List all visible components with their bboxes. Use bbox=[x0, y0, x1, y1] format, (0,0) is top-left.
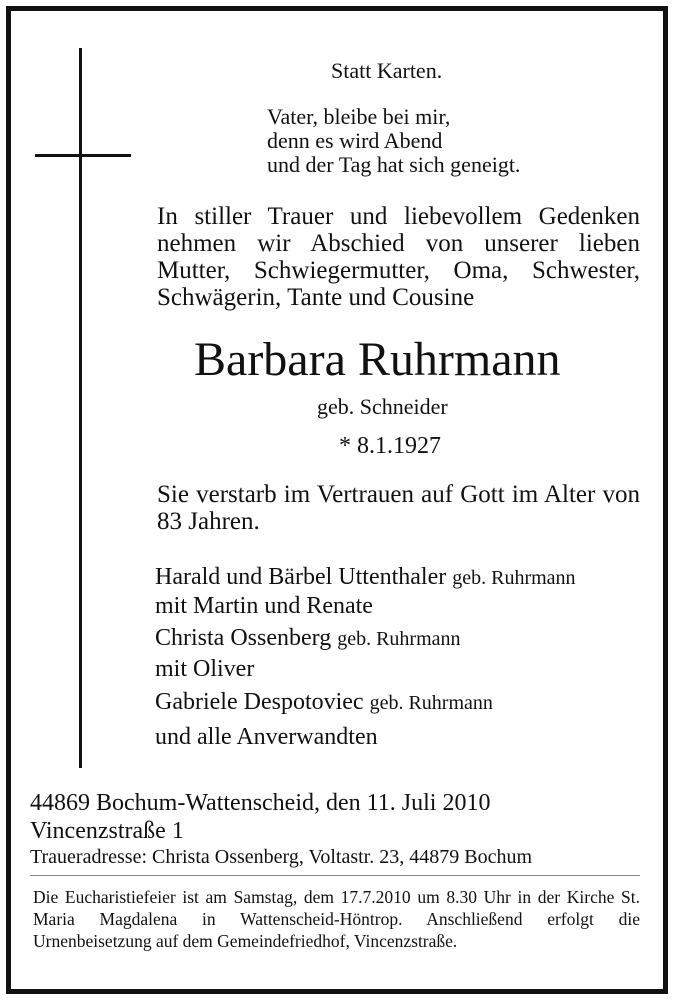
mourner-line bbox=[155, 626, 461, 650]
mourner-name: und alle Anverwandten bbox=[155, 724, 378, 750]
mourner-line bbox=[155, 657, 254, 681]
verse-line-3: und der Tag hat sich geneigt. bbox=[267, 152, 521, 177]
mourner-name: Christa Ossenberg bbox=[155, 625, 332, 651]
cross-horizontal-bar bbox=[35, 154, 131, 157]
mourner-name: mit Oliver bbox=[155, 656, 255, 682]
mourner-birth-name: geb. Ruhrmann bbox=[369, 692, 493, 714]
street-address: Vincenzstraße 1 bbox=[30, 818, 184, 844]
verse-line-1: Vater, bleibe bei mir, bbox=[267, 104, 451, 129]
divider bbox=[30, 875, 640, 876]
mourner-birth-name: geb. Ruhrmann bbox=[452, 567, 576, 589]
birth-name: geb. Schneider bbox=[317, 394, 448, 419]
death-paragraph: Sie verstarb im Vertrauen auf Gott im Alter von 83 Jahren. bbox=[157, 481, 640, 535]
mourner-line bbox=[155, 565, 576, 589]
mourner-birth-name: geb. Ruhrmann bbox=[337, 628, 461, 650]
mourner-line bbox=[155, 690, 493, 714]
mourning-address: Traueradresse: Christa Ossenberg, Voltastr. 23, 44879 Bochum bbox=[30, 846, 533, 868]
service-notice: Die Eucharistiefeier ist am Samstag, dem 17.7.2010 um 8.30 Uhr in der Kirche St. Maria Magdalena in Wattenscheid-Höntrop. Anschließend erfolgt die Urnenbeisetzung auf dem Gemeindefriedhof, Vincenzstraße. bbox=[33, 887, 640, 951]
mourner-line bbox=[155, 594, 373, 618]
intro-paragraph: In stiller Trauer und liebevollem Gedenken nehmen wir Abschied von unserer lieben Mutter, Schwiegermutter, Oma, Schwester, Schwägerin, Tante und Cousine bbox=[157, 203, 640, 311]
mourner-line bbox=[155, 725, 378, 749]
place-and-date: 44869 Bochum-Wattenscheid, den 11. Juli 2010 bbox=[30, 790, 491, 816]
mourner-name: mit Martin und Renate bbox=[155, 593, 373, 619]
statt-karten-heading: Statt Karten. bbox=[331, 58, 443, 83]
birth-date: * 8.1.1927 bbox=[339, 433, 441, 459]
mourner-name: Harald und Bärbel Uttenthaler bbox=[155, 564, 447, 590]
mourner-name: Gabriele Despotoviec bbox=[155, 689, 364, 715]
deceased-name: Barbara Ruhrmann bbox=[194, 333, 561, 386]
verse-line-2: denn es wird Abend bbox=[267, 128, 443, 153]
